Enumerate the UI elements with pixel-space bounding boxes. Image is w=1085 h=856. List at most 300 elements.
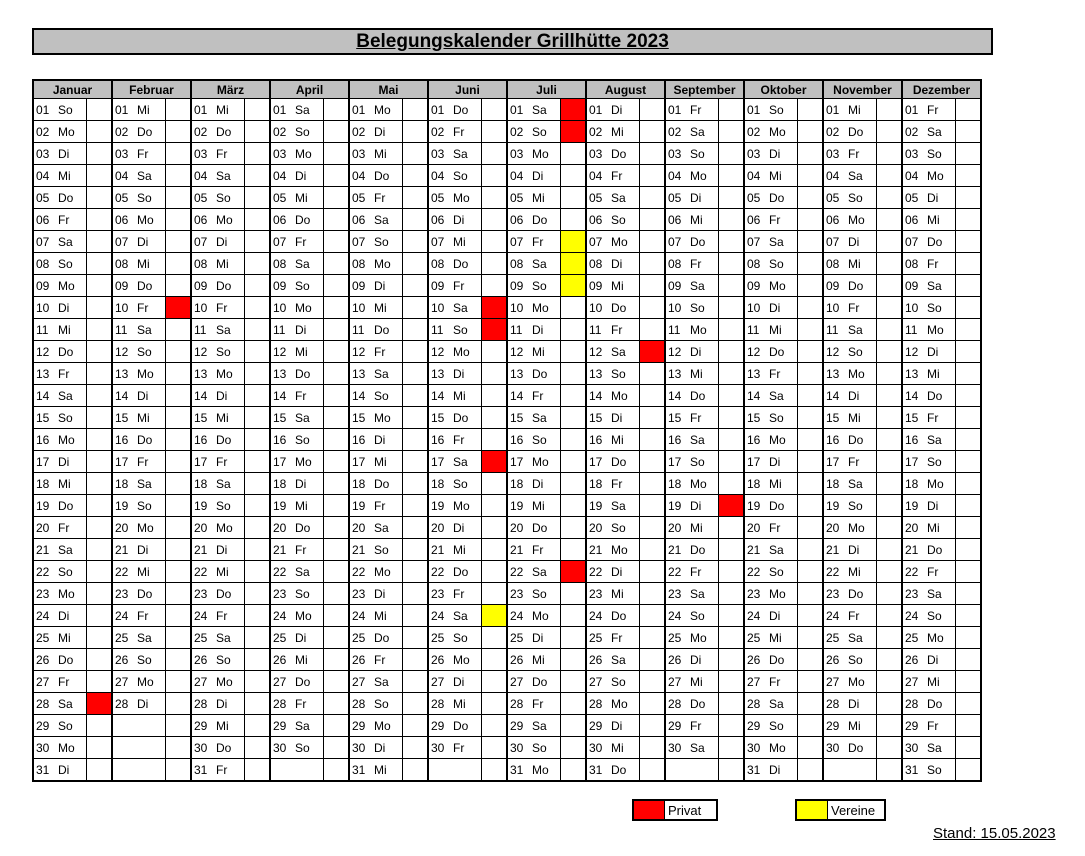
weekday: Di (214, 693, 245, 715)
booking-cell (482, 517, 508, 539)
weekday: Mo (925, 319, 956, 341)
booking-cell (561, 605, 587, 627)
booking-cell (640, 539, 666, 561)
weekday: Do (767, 187, 798, 209)
weekday: Sa (56, 693, 87, 715)
booking-cell (956, 99, 982, 121)
booking-cell (561, 165, 587, 187)
day-number: 10 (33, 297, 56, 319)
booking-cell (245, 209, 271, 231)
day-number: 30 (349, 737, 372, 759)
day-number: 15 (823, 407, 846, 429)
month-header-row (33, 80, 981, 99)
booking-cell (956, 759, 982, 782)
booking-cell (403, 297, 429, 319)
booking-cell (482, 495, 508, 517)
booking-cell (640, 231, 666, 253)
day-number: 06 (112, 209, 135, 231)
weekday: Do (846, 429, 877, 451)
booking-cell (719, 187, 745, 209)
day-number: 25 (665, 627, 688, 649)
booking-cell (403, 165, 429, 187)
day-number: 09 (902, 275, 925, 297)
weekday: Di (609, 715, 640, 737)
booking-cell (166, 231, 192, 253)
weekday: Do (530, 363, 561, 385)
day-row (33, 737, 981, 759)
weekday: So (56, 715, 87, 737)
day-number: 30 (744, 737, 767, 759)
day-row (33, 583, 981, 605)
weekday: Mi (135, 99, 166, 121)
day-number: 08 (349, 253, 372, 275)
weekday: Mi (609, 275, 640, 297)
booking-cell (245, 99, 271, 121)
booking-cell (166, 165, 192, 187)
booking-cell (87, 341, 113, 363)
booking-cell (798, 517, 824, 539)
booking-cell (798, 121, 824, 143)
weekday: So (846, 187, 877, 209)
booking-cell (87, 297, 113, 319)
day-number: 20 (428, 517, 451, 539)
weekday: Sa (688, 121, 719, 143)
booking-cell (798, 165, 824, 187)
booking-marker-privat (482, 297, 508, 319)
weekday: Mi (293, 341, 324, 363)
day-number: 17 (349, 451, 372, 473)
day-number: 11 (665, 319, 688, 341)
day-number: 26 (823, 649, 846, 671)
day-number: 16 (902, 429, 925, 451)
weekday: Di (214, 539, 245, 561)
weekday: Di (846, 539, 877, 561)
day-number: 05 (744, 187, 767, 209)
day-number: 24 (586, 605, 609, 627)
weekday: Do (451, 715, 482, 737)
weekday: Mo (688, 319, 719, 341)
weekday: So (925, 297, 956, 319)
day-number: 21 (112, 539, 135, 561)
booking-cell (324, 693, 350, 715)
day-number: 18 (665, 473, 688, 495)
weekday: Fr (135, 605, 166, 627)
booking-cell (482, 385, 508, 407)
day-number: 01 (507, 99, 530, 121)
day-number: 16 (586, 429, 609, 451)
weekday: Mo (293, 143, 324, 165)
month-header: März (191, 80, 270, 99)
weekday: So (688, 605, 719, 627)
booking-cell (166, 583, 192, 605)
empty-cell (823, 759, 846, 782)
day-number: 17 (270, 451, 293, 473)
weekday: Sa (56, 385, 87, 407)
empty-cell (135, 737, 166, 759)
day-number: 28 (823, 693, 846, 715)
weekday: Fr (609, 165, 640, 187)
day-number: 14 (191, 385, 214, 407)
day-number: 14 (349, 385, 372, 407)
day-row (33, 319, 981, 341)
day-number: 22 (112, 561, 135, 583)
day-row (33, 517, 981, 539)
day-number: 01 (191, 99, 214, 121)
weekday: Fr (767, 517, 798, 539)
weekday: Mo (135, 209, 166, 231)
booking-cell (798, 539, 824, 561)
booking-cell (166, 275, 192, 297)
weekday: Fr (609, 627, 640, 649)
day-number: 27 (33, 671, 56, 693)
day-number: 11 (744, 319, 767, 341)
day-number: 08 (665, 253, 688, 275)
day-number: 20 (33, 517, 56, 539)
booking-cell (324, 143, 350, 165)
weekday: Sa (372, 209, 403, 231)
booking-cell (956, 693, 982, 715)
booking-cell (245, 473, 271, 495)
day-number: 10 (112, 297, 135, 319)
weekday: Do (135, 429, 166, 451)
booking-cell (798, 693, 824, 715)
booking-cell (640, 649, 666, 671)
day-number: 18 (33, 473, 56, 495)
day-number: 02 (665, 121, 688, 143)
day-number: 08 (428, 253, 451, 275)
booking-cell (561, 297, 587, 319)
booking-cell (324, 627, 350, 649)
day-number: 04 (586, 165, 609, 187)
weekday: Di (56, 759, 87, 782)
booking-cell (956, 649, 982, 671)
weekday: Mo (451, 187, 482, 209)
weekday: Sa (530, 407, 561, 429)
stand-date: Stand: 15.05.2023 (933, 825, 1056, 842)
day-number: 20 (823, 517, 846, 539)
day-number: 06 (270, 209, 293, 231)
day-number: 21 (665, 539, 688, 561)
booking-cell (561, 385, 587, 407)
day-number: 06 (507, 209, 530, 231)
weekday: Fr (767, 363, 798, 385)
weekday: Mi (293, 495, 324, 517)
booking-cell (324, 429, 350, 451)
empty-cell (112, 759, 135, 782)
day-number: 17 (744, 451, 767, 473)
weekday: Di (846, 693, 877, 715)
day-number: 12 (270, 341, 293, 363)
booking-cell (956, 737, 982, 759)
day-number: 07 (823, 231, 846, 253)
day-number: 24 (507, 605, 530, 627)
booking-cell (561, 341, 587, 363)
day-number: 18 (112, 473, 135, 495)
day-number: 24 (428, 605, 451, 627)
weekday: Fr (530, 231, 561, 253)
booking-cell (719, 143, 745, 165)
weekday: Sa (372, 517, 403, 539)
day-number: 16 (112, 429, 135, 451)
booking-cell (561, 187, 587, 209)
day-number: 10 (191, 297, 214, 319)
day-number: 02 (270, 121, 293, 143)
day-number: 05 (665, 187, 688, 209)
weekday: Sa (451, 297, 482, 319)
booking-cell (403, 275, 429, 297)
booking-marker-vereine (561, 231, 587, 253)
weekday: Mi (214, 715, 245, 737)
weekday: Mi (530, 495, 561, 517)
day-number: 13 (744, 363, 767, 385)
weekday: Do (372, 165, 403, 187)
weekday: Mi (293, 649, 324, 671)
day-number: 29 (191, 715, 214, 737)
weekday: Fr (372, 341, 403, 363)
weekday: So (372, 385, 403, 407)
booking-cell (166, 451, 192, 473)
day-number: 12 (665, 341, 688, 363)
day-number: 20 (586, 517, 609, 539)
weekday: Mo (214, 209, 245, 231)
day-number: 30 (823, 737, 846, 759)
weekday: Fr (925, 253, 956, 275)
day-number: 02 (902, 121, 925, 143)
booking-cell (877, 539, 903, 561)
day-number: 15 (349, 407, 372, 429)
booking-marker-privat (561, 561, 587, 583)
weekday: Do (214, 737, 245, 759)
weekday: Do (688, 385, 719, 407)
weekday: Do (609, 759, 640, 782)
day-row (33, 341, 981, 363)
booking-cell (403, 671, 429, 693)
booking-cell (245, 407, 271, 429)
weekday: Do (214, 583, 245, 605)
booking-cell (482, 583, 508, 605)
weekday: Mo (56, 121, 87, 143)
weekday: Sa (688, 429, 719, 451)
day-number: 09 (507, 275, 530, 297)
booking-cell (324, 451, 350, 473)
booking-cell (482, 539, 508, 561)
day-number: 05 (902, 187, 925, 209)
booking-cell (166, 539, 192, 561)
day-number: 21 (191, 539, 214, 561)
day-number: 24 (270, 605, 293, 627)
month-header: Dezember (902, 80, 981, 99)
weekday: Di (135, 693, 166, 715)
booking-cell (640, 319, 666, 341)
weekday: Fr (688, 715, 719, 737)
day-number: 13 (586, 363, 609, 385)
booking-cell (245, 319, 271, 341)
weekday: Mi (688, 671, 719, 693)
day-row (33, 253, 981, 275)
booking-cell (640, 165, 666, 187)
day-number: 02 (112, 121, 135, 143)
weekday: So (925, 759, 956, 782)
weekday: So (846, 341, 877, 363)
weekday: Mi (451, 693, 482, 715)
weekday: Fr (846, 451, 877, 473)
booking-cell (324, 539, 350, 561)
day-number: 28 (902, 693, 925, 715)
booking-cell (640, 209, 666, 231)
weekday: Fr (846, 143, 877, 165)
booking-cell (245, 165, 271, 187)
weekday: Di (135, 539, 166, 561)
weekday: Mo (767, 583, 798, 605)
booking-cell (245, 231, 271, 253)
day-number: 29 (270, 715, 293, 737)
weekday: Di (767, 297, 798, 319)
day-number: 16 (191, 429, 214, 451)
weekday: Fr (451, 121, 482, 143)
day-number: 28 (349, 693, 372, 715)
day-number: 26 (428, 649, 451, 671)
day-number: 16 (665, 429, 688, 451)
weekday: Mo (530, 759, 561, 782)
weekday: Do (451, 253, 482, 275)
weekday: Sa (688, 737, 719, 759)
booking-cell (245, 627, 271, 649)
day-number: 20 (112, 517, 135, 539)
weekday: Do (609, 297, 640, 319)
day-number: 20 (191, 517, 214, 539)
weekday: Mi (293, 187, 324, 209)
booking-cell (798, 737, 824, 759)
booking-cell (87, 121, 113, 143)
booking-cell (956, 297, 982, 319)
day-number: 01 (902, 99, 925, 121)
day-number: 30 (33, 737, 56, 759)
day-number: 29 (902, 715, 925, 737)
booking-cell (482, 627, 508, 649)
day-number: 23 (823, 583, 846, 605)
day-row (33, 407, 981, 429)
day-number: 29 (33, 715, 56, 737)
weekday: Di (293, 165, 324, 187)
booking-cell (324, 649, 350, 671)
booking-cell (324, 385, 350, 407)
day-number: 16 (33, 429, 56, 451)
day-number: 14 (33, 385, 56, 407)
booking-cell (245, 759, 271, 782)
day-number: 15 (33, 407, 56, 429)
booking-cell (403, 561, 429, 583)
weekday: So (451, 627, 482, 649)
day-number: 04 (902, 165, 925, 187)
booking-cell (719, 473, 745, 495)
day-number: 01 (586, 99, 609, 121)
weekday: Do (56, 187, 87, 209)
day-number: 23 (191, 583, 214, 605)
weekday: Di (451, 671, 482, 693)
day-number: 19 (349, 495, 372, 517)
weekday: Do (530, 671, 561, 693)
day-number: 04 (349, 165, 372, 187)
day-number: 15 (507, 407, 530, 429)
booking-cell (561, 319, 587, 341)
day-number: 29 (586, 715, 609, 737)
booking-cell (561, 407, 587, 429)
booking-cell (482, 671, 508, 693)
calendar-table (32, 79, 982, 782)
booking-cell (640, 429, 666, 451)
day-number: 12 (112, 341, 135, 363)
booking-cell (798, 275, 824, 297)
day-number: 09 (33, 275, 56, 297)
weekday: Sa (609, 341, 640, 363)
weekday: Sa (609, 495, 640, 517)
day-number: 21 (744, 539, 767, 561)
weekday: Sa (846, 627, 877, 649)
booking-cell (640, 759, 666, 782)
day-number: 23 (33, 583, 56, 605)
day-row (33, 473, 981, 495)
weekday: Mi (135, 561, 166, 583)
day-number: 27 (112, 671, 135, 693)
weekday: Do (925, 539, 956, 561)
day-number: 28 (507, 693, 530, 715)
day-number: 31 (744, 759, 767, 782)
weekday: Di (767, 451, 798, 473)
day-number: 04 (33, 165, 56, 187)
booking-cell (245, 187, 271, 209)
weekday: So (214, 495, 245, 517)
day-number: 03 (823, 143, 846, 165)
day-number: 28 (586, 693, 609, 715)
booking-cell (640, 715, 666, 737)
day-number: 28 (744, 693, 767, 715)
empty-cell (719, 759, 745, 782)
weekday: So (688, 451, 719, 473)
empty-cell (451, 759, 482, 782)
weekday: Mo (56, 429, 87, 451)
day-number: 18 (428, 473, 451, 495)
day-number: 06 (33, 209, 56, 231)
day-number: 11 (586, 319, 609, 341)
day-number: 03 (112, 143, 135, 165)
booking-cell (87, 231, 113, 253)
day-row (33, 385, 981, 407)
weekday: Sa (135, 473, 166, 495)
day-number: 03 (665, 143, 688, 165)
weekday: Fr (293, 539, 324, 561)
day-number: 29 (507, 715, 530, 737)
weekday: Sa (767, 539, 798, 561)
day-number: 07 (665, 231, 688, 253)
weekday: Di (846, 385, 877, 407)
weekday: Fr (372, 187, 403, 209)
booking-cell (403, 627, 429, 649)
weekday: Mo (767, 275, 798, 297)
booking-cell (640, 495, 666, 517)
day-number: 18 (349, 473, 372, 495)
booking-cell (403, 385, 429, 407)
booking-cell (403, 253, 429, 275)
booking-cell (87, 737, 113, 759)
day-number: 27 (586, 671, 609, 693)
day-number: 28 (33, 693, 56, 715)
booking-cell (719, 341, 745, 363)
weekday: Sa (214, 473, 245, 495)
day-number: 03 (349, 143, 372, 165)
booking-cell (956, 209, 982, 231)
booking-cell (166, 143, 192, 165)
booking-cell (245, 363, 271, 385)
